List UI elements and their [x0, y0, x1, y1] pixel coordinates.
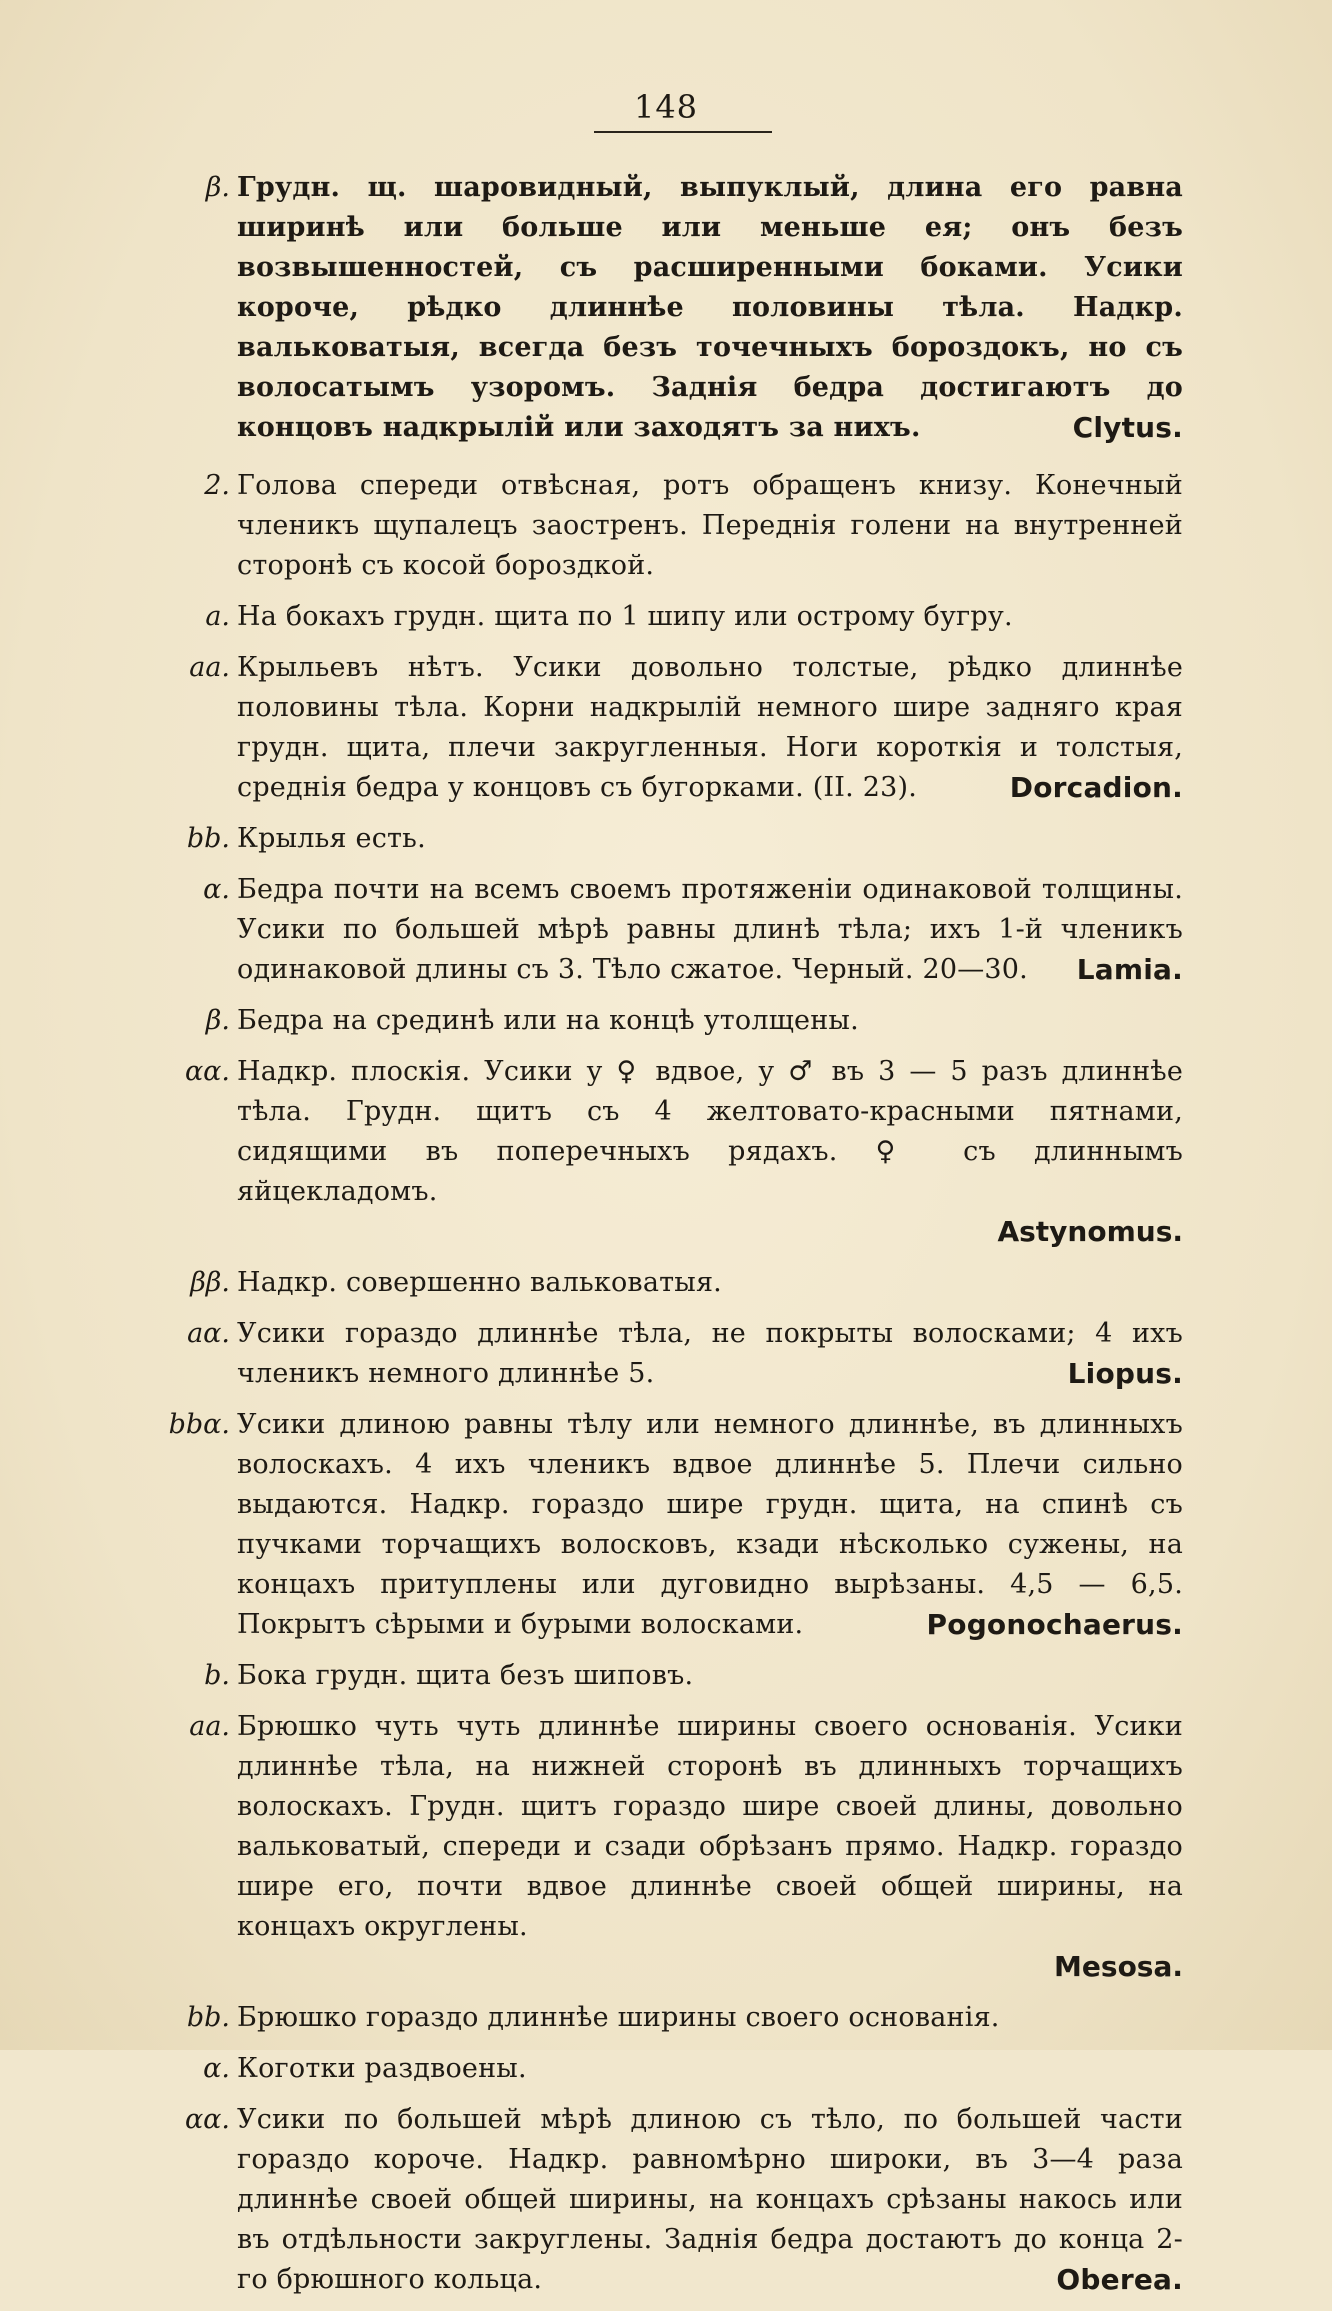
entry-label: b.	[204, 1660, 230, 1691]
key-entries	[0, 168, 1332, 2311]
key-entry	[0, 1212, 1332, 1252]
header-rule	[594, 131, 772, 133]
entry-text: Брюшко чуть чуть длиннѣе ширины своего основанія. Усики длиннѣе тѣла, на нижней сторонѣ въ длинныхъ торчащихъ волоскахъ. Грудн. щитъ гораздо шире своей длины, довольно вальковатый, спереди и сзади обрѣзанъ прямо. Надкр. гораздо шире его, почти вдвое длиннѣе своей общей ширины, на концахъ округлены.	[237, 1711, 1183, 1942]
entry-label: aα.	[187, 1318, 230, 1349]
key-entry	[0, 1001, 1332, 1041]
key-entry	[0, 819, 1332, 859]
genus-name: Clytus.	[1072, 411, 1183, 444]
key-entry	[0, 1405, 1332, 1645]
entry-text: Грудн. щ. шаровидный, выпуклый, длина его равна ширинѣ или больше или меньше ея; онъ безъ возвышенностей, съ расширенными боками. Усики короче, рѣдко длиннѣе половины тѣла. Надкр. вальковатыя, всегда безъ точечныхъ бороздокъ, но съ волосатымъ узоромъ. Заднія бедра достигаютъ до концовъ надкрылій или заходятъ за нихъ.	[237, 172, 1183, 443]
key-entry	[0, 168, 1332, 448]
key-entry	[0, 870, 1332, 990]
entry-label: bb.	[186, 2002, 230, 2033]
entry-text: Крылья есть.	[237, 823, 426, 854]
key-entry	[0, 1656, 1332, 1696]
key-entry	[0, 1998, 1332, 2038]
key-entry	[0, 466, 1332, 586]
genus-name: Dorcadion.	[1009, 771, 1183, 804]
entry-text: Надкр. совершенно вальковатыя.	[237, 1267, 722, 1298]
entry-label: 2.	[204, 470, 230, 501]
entry-text: Коготки раздвоены.	[237, 2053, 527, 2084]
entry-label: β.	[205, 1005, 230, 1036]
key-entry	[0, 1947, 1332, 1987]
entry-label: α.	[203, 2053, 230, 2084]
genus-name: Mesosa.	[1054, 1950, 1183, 1983]
entry-label: a.	[205, 601, 230, 632]
key-entry	[0, 2049, 1332, 2089]
key-entry	[0, 2100, 1332, 2300]
entry-text: На бокахъ грудн. щита по 1 шипу или острому бугру.	[237, 601, 1013, 632]
entry-label: bb.	[186, 823, 230, 854]
entry-text: Бедра почти на всемъ своемъ протяженіи одинаковой толщины. Усики по большей мѣрѣ равны длинѣ тѣла; ихъ 1-й членикъ одинаковой длины съ 3. Тѣло сжатое. Черный. 20—30.	[237, 874, 1183, 985]
entry-text: Бока грудн. щита безъ шиповъ.	[237, 1660, 694, 1691]
genus-name: Lamia.	[1076, 953, 1183, 986]
entry-text: Усики гораздо длиннѣе тѣла, не покрыты волосками; 4 ихъ членикъ немного длиннѣе 5.	[237, 1318, 1183, 1389]
entry-label: αα.	[184, 1056, 230, 1087]
key-entry	[0, 1263, 1332, 1303]
entry-label: aa.	[189, 652, 230, 683]
entry-text: Брюшко гораздо длиннѣе ширины своего основанія.	[237, 2002, 1000, 2033]
entry-text: Крыльевъ нѣтъ. Усики довольно толстые, рѣдко длиннѣе половины тѣла. Корни надкрылій немного шире задняго края грудн. щита, плечи закругленныя. Ноги короткія и толстыя, среднія бедра у концовъ съ бугорками. (II. 23).	[237, 652, 1183, 803]
genus-name: Oberea.	[1056, 2263, 1183, 2296]
key-entry	[0, 648, 1332, 808]
key-entry	[0, 1707, 1332, 1947]
entry-text: Надкр. плоскія. Усики у ♀ вдвое, у ♂ въ 3 — 5 разъ длиннѣе тѣла. Грудн. щитъ съ 4 желтовато-красными пятнами, сидящими въ поперечныхъ рядахъ. ♀ съ длиннымъ яйцекладомъ.	[237, 1056, 1183, 1207]
entry-label: αα.	[184, 2104, 230, 2135]
entry-label: α.	[203, 874, 230, 905]
genus-name: Liopus.	[1067, 1357, 1183, 1390]
entry-text: Бедра на срединѣ или на концѣ утолщены.	[237, 1005, 859, 1036]
entry-text: Усики длиною равны тѣлу или немного длиннѣе, въ длинныхъ волоскахъ. 4 ихъ членикъ вдвое длиннѣе 5. Плечи сильно выдаются. Надкр. гораздо шире грудн. щита, на спинѣ съ пучками торчащихъ волосковъ, кзади нѣсколько сужены, на концахъ притуплены или дуговидно вырѣзаны. 4,5 — 6,5. Покрытъ сѣрыми и бурыми волосками.	[237, 1409, 1183, 1640]
entry-label: bbα.	[168, 1409, 230, 1440]
entry-text: Усики по большей мѣрѣ длиною съ тѣло, по большей части гораздо короче. Надкр. равномѣрно широки, въ 3—4 раза длиннѣе своей общей ширины, на концахъ срѣзаны накось или въ отдѣльности закруглены. Заднія бедра достаютъ до конца 2-го брюшного кольца.	[237, 2104, 1183, 2295]
key-entry	[0, 1052, 1332, 1212]
genus-name: Astynomus.	[997, 1215, 1183, 1248]
entry-label: aa.	[189, 1711, 230, 1742]
entry-text: Голова спереди отвѣсная, ротъ обращенъ книзу. Конечный членикъ щупалецъ заостренъ. Переднія голени на внутренней сторонѣ съ косой бороздкой.	[237, 470, 1183, 581]
entry-label: β.	[205, 172, 230, 203]
entry-label: ββ.	[190, 1267, 230, 1298]
page-number: 148	[633, 88, 699, 126]
key-entry	[0, 1314, 1332, 1394]
genus-name: Pogonochaerus.	[926, 1608, 1183, 1641]
key-entry	[0, 597, 1332, 637]
